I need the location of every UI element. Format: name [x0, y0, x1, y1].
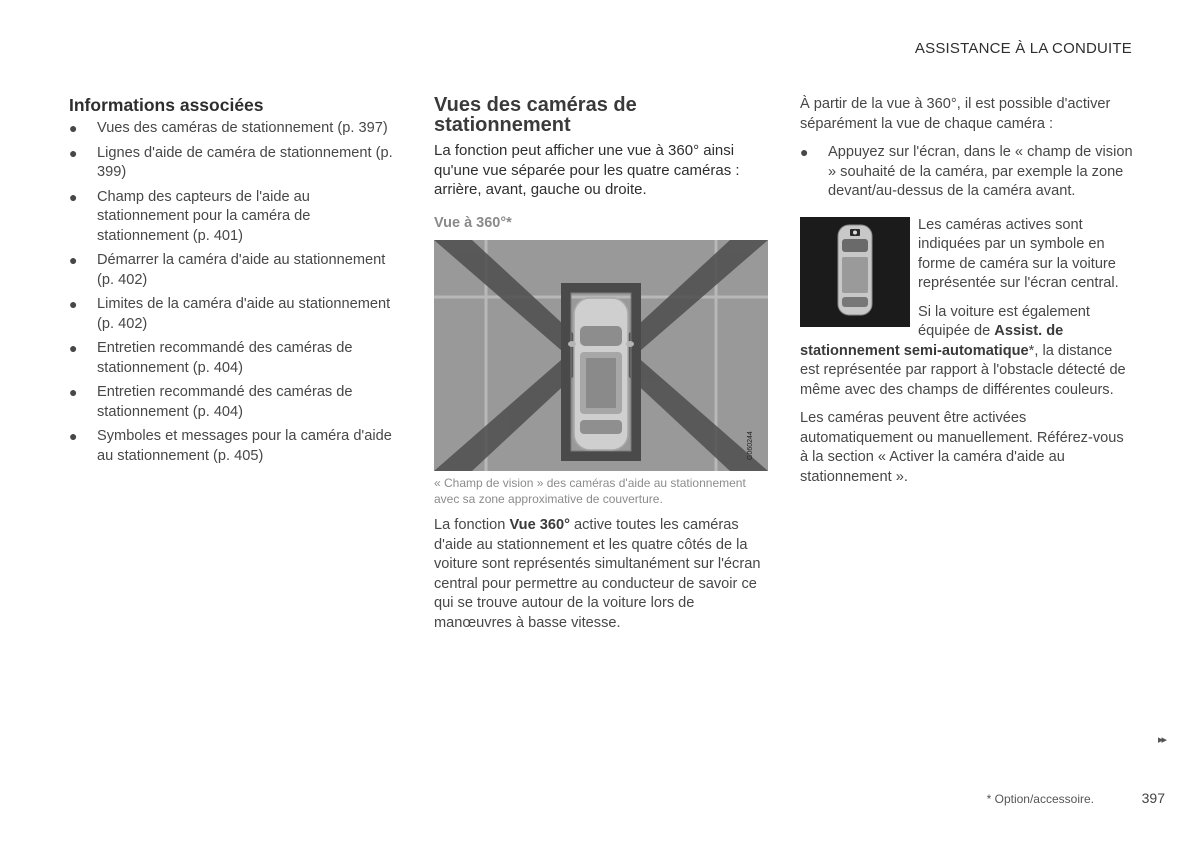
related-link[interactable]: Symboles et messages pour la caméra d'aide au stationnement (p. 405) [97, 428, 392, 464]
figure-caption: « Champ de vision » des caméras d'aide au stationnement avec sa zone approximative de couverture. [434, 476, 746, 506]
camera-views-column [434, 95, 769, 643]
list-item[interactable] [69, 119, 404, 139]
related-link[interactable]: Démarrer la caméra d'aide au stationnement (p. 402) [97, 252, 386, 288]
view-360-subhead: Vue à 360°* [434, 214, 512, 231]
bullet-icon: ● [69, 188, 78, 205]
instruction-text: Appuyez sur l'écran, dans le « champ de vision » souhaité de la caméra, par exemple la zone devant/au-dessus de la caméra avant. [828, 144, 1133, 199]
related-link[interactable]: Lignes d'aide de caméra de stationnement (p. 399) [97, 144, 393, 180]
bullet-icon: ● [69, 120, 78, 136]
function-name: Vue 360° [509, 517, 570, 533]
top-view-car-illustration [434, 240, 768, 471]
bullet-icon: ● [69, 252, 78, 268]
figure-code: G060244 [747, 431, 754, 460]
view-360-description: La fonction Vue 360° active toutes les caméras d'aide au stationnement et les quatre côtés de la voiture sont représentés simultanément sur l'écran central pour permettre au conducteur de savoir ce qui se trouve autour de la voiture lors de manœuvres à basse vitesse. [434, 517, 761, 631]
list-item[interactable] [69, 427, 404, 466]
related-info-list [69, 119, 404, 466]
list-item[interactable] [69, 251, 404, 290]
semi-auto-assist-note: Si la voiture est également équipée de Assist. de stationnement semi-automatique*, la distance est représentée par rapport à l'obstacle détecté de même avec des champs de différentes couleurs. [800, 303, 1126, 398]
continued-arrow-icon: ▸▸ [1157, 734, 1165, 746]
related-link[interactable]: Vues des caméras de stationnement (p. 397) [97, 120, 388, 136]
page-number: 397 [1141, 790, 1165, 806]
section-intro: La fonction peut afficher une vue à 360° ainsi qu'une vue séparée pour les quatre caméras : arrière, avant, gauche ou droite. [434, 142, 740, 198]
related-link[interactable]: Champ des capteurs de l'aide au stationnement pour la caméra de stationnement (p. 401) [97, 188, 311, 244]
list-item[interactable] [69, 295, 404, 334]
related-info-column [69, 95, 404, 471]
activation-note: Les caméras peuvent être activées automatiquement ou manuellement. Référez-vous à la section « Activer la caméra d'aide au stationnement ». [800, 410, 1124, 485]
camera-select-column [800, 95, 1135, 496]
list-item[interactable] [69, 188, 404, 247]
related-link[interactable]: Entretien recommandé des caméras de stationnement (p. 404) [97, 384, 353, 420]
active-camera-car-figure [800, 217, 910, 327]
bullet-icon: ● [69, 144, 78, 161]
bullet-icon: ● [69, 296, 78, 312]
bullet-icon: ● [69, 428, 78, 444]
bullet-icon: ● [69, 340, 78, 356]
section-title: Vues des caméras de stationnement [434, 94, 637, 136]
list-item[interactable] [69, 144, 404, 183]
related-link[interactable]: Entretien recommandé des caméras de stationnement (p. 404) [97, 340, 353, 376]
running-header: ASSISTANCE À LA CONDUITE [914, 40, 1132, 57]
footnote: * Option/accessoire. [986, 792, 1094, 806]
list-item[interactable] [69, 383, 404, 422]
feature-name: Assist. de stationnement semi-automatique [800, 323, 1064, 359]
related-info-title: Informations associées [69, 95, 264, 115]
camera-field-of-view-figure [434, 240, 768, 471]
list-item[interactable] [69, 339, 404, 378]
separate-view-intro: À partir de la vue à 360°, il est possible d'activer séparément la vue de chaque caméra : [800, 96, 1111, 132]
instruction-list [800, 143, 1135, 202]
bullet-icon: ● [800, 144, 809, 160]
list-item [800, 143, 1135, 202]
related-link[interactable]: Limites de la caméra d'aide au stationnement (p. 402) [97, 296, 391, 332]
bullet-icon: ● [69, 384, 78, 400]
car-camera-icon-illustration [800, 217, 910, 327]
active-camera-note: Les caméras actives sont indiquées par un symbole en forme de caméra sur la voiture représentée sur l'écran central. [918, 216, 1119, 291]
